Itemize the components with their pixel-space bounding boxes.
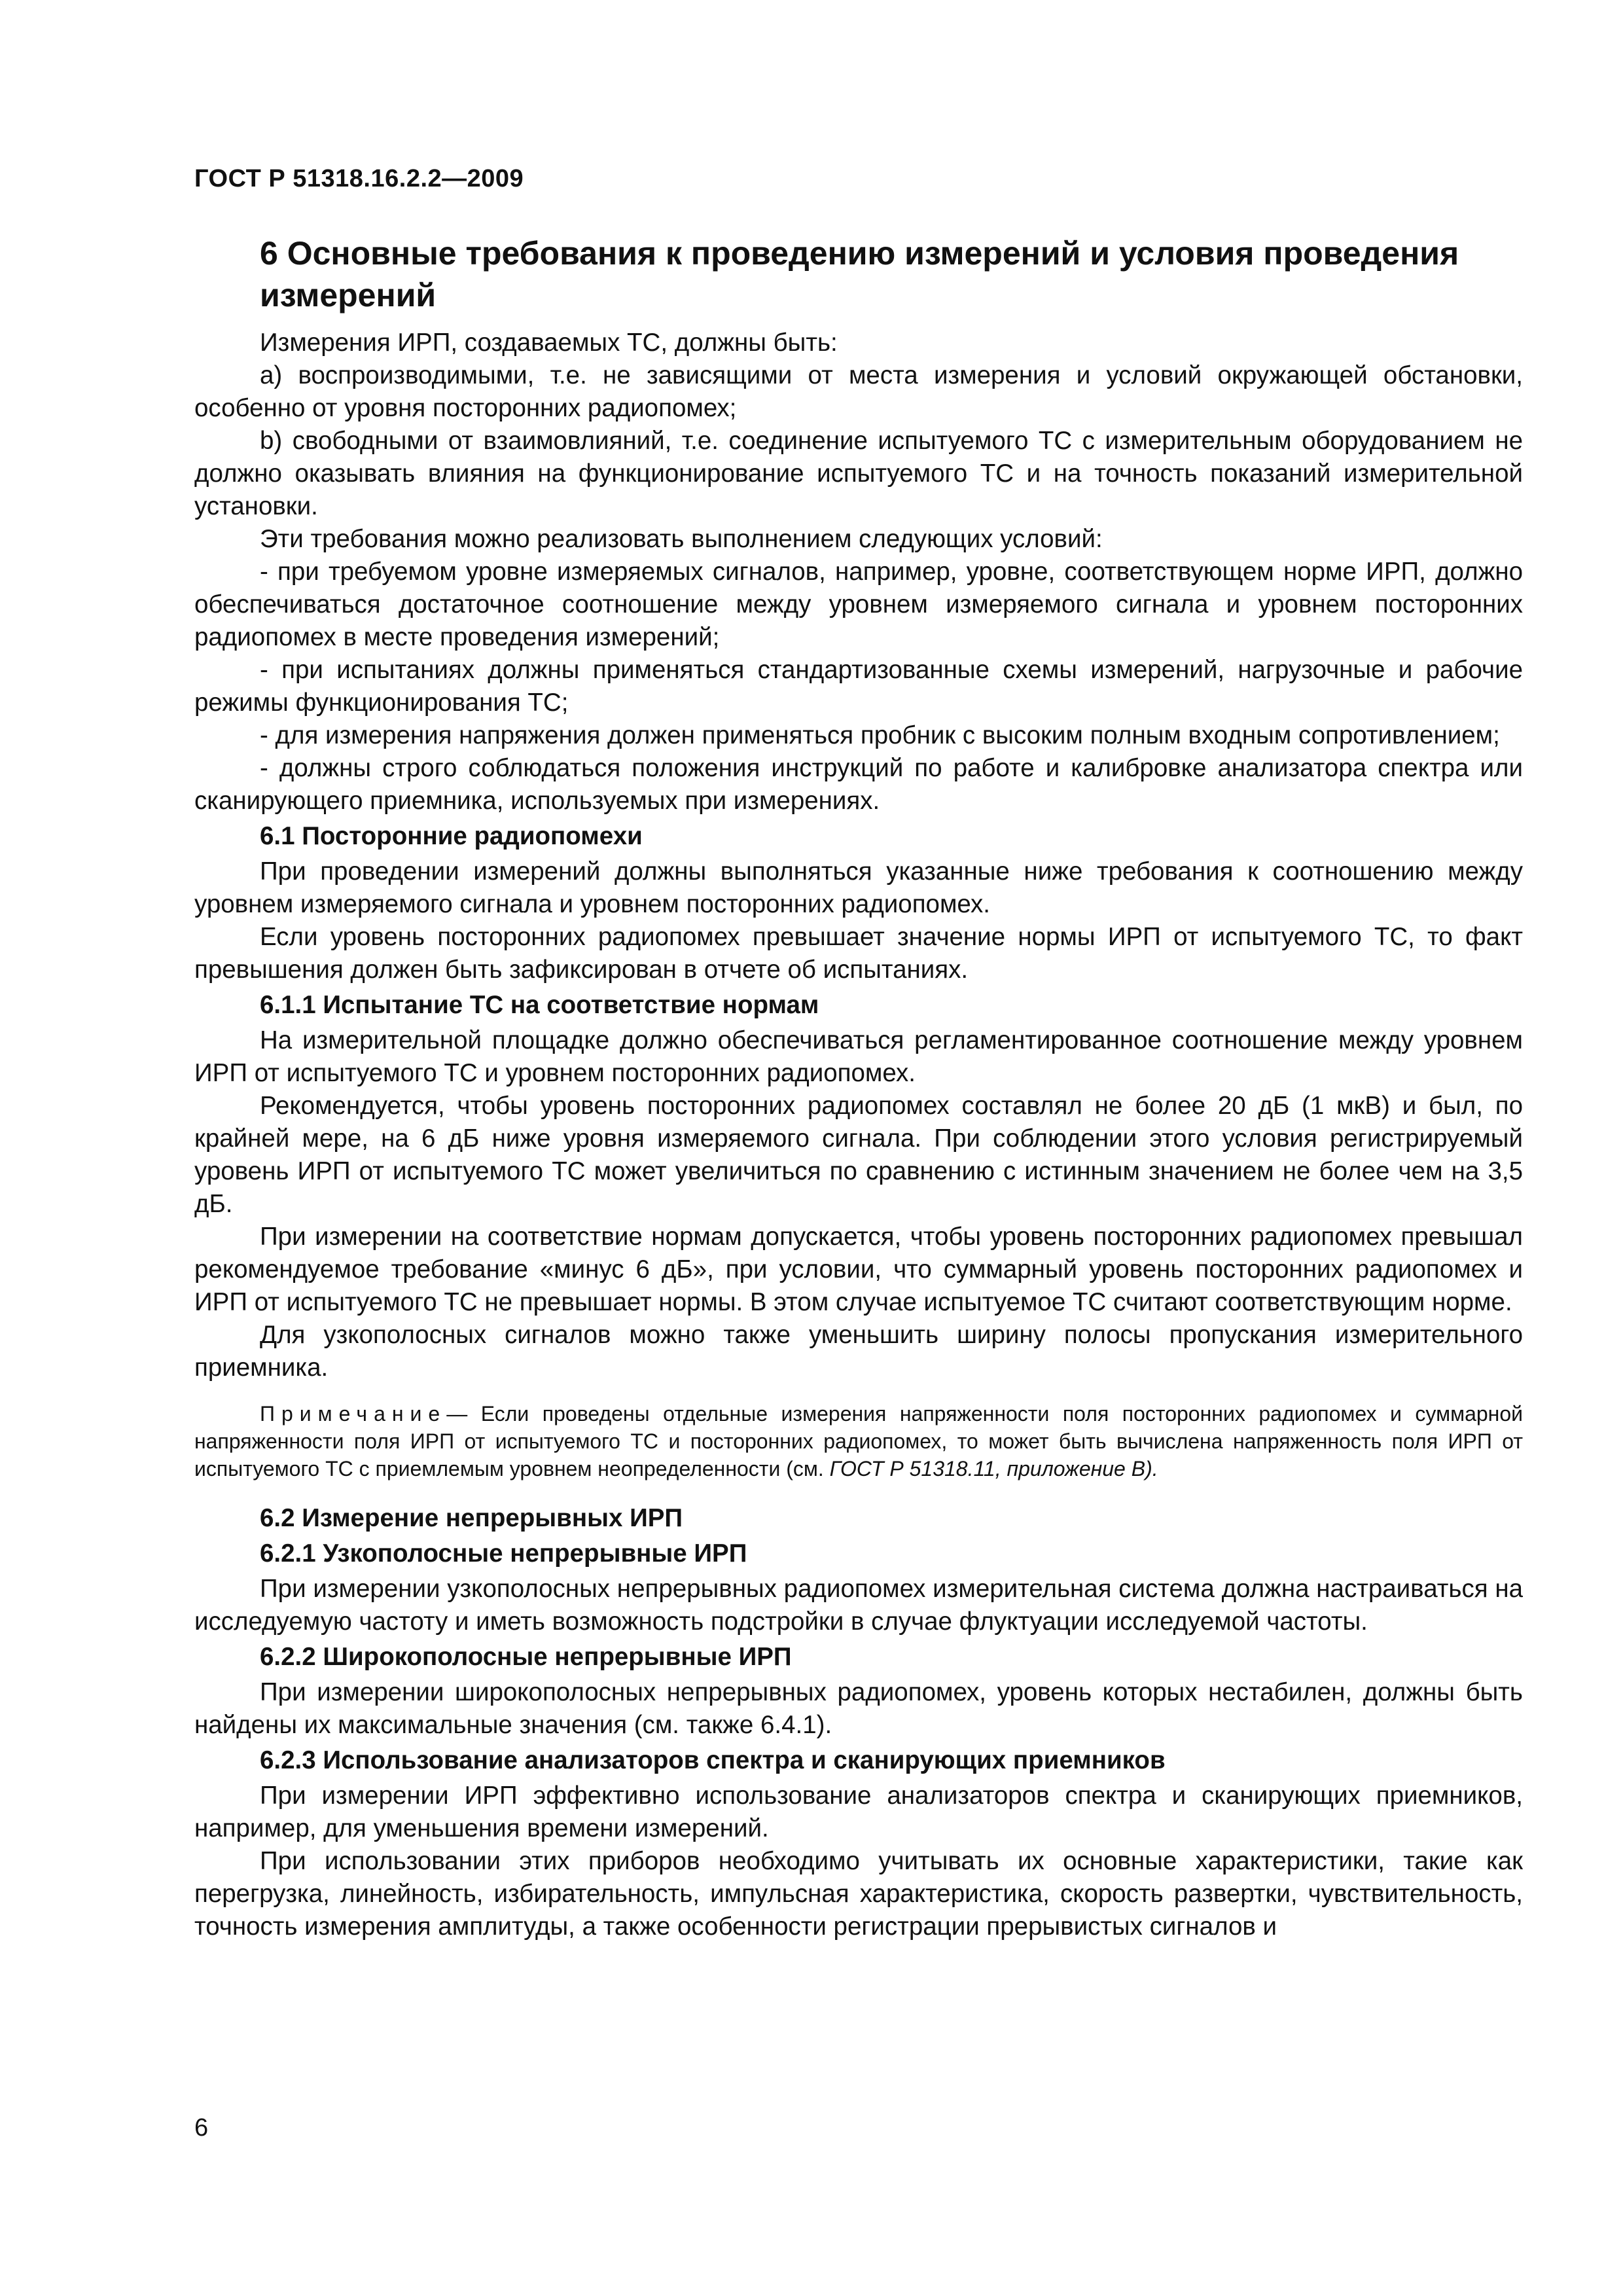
section-6-1-1-title: 6.1.1 Испытание ТС на соответствие нормам [260,991,819,1019]
note-text: — Если проведены отдельные измерения напряженности поля посторонних радиопомех и суммарной напряженности поля ИРП от испытуемого ТС и посторонних радиопомех, то может быть вычислена напряженность поля ИРП от испытуемого ТС с приемлемым уровнем неопределенности (см. [194,1402,1523,1480]
section-6-title: 6 Основные требования к проведению измерений и условия проведения измерений [260,235,1459,314]
list-item: - при требуемом уровне измеряемых сигналов, например, уровне, соответствующем норме ИРП, должно обеспечиваться достаточное соотношение между уровнем измеряемого сигнала и уровнем посторонних радиопомех в месте проведения измерений; [194,558,1523,651]
page-number: 6 [194,2114,209,2142]
paragraph: На измерительной площадке должно обеспечиваться регламентированное соотношение между уровнем ИРП от испытуемого ТС и уровнем посторонних радиопомех. [194,1026,1523,1087]
paragraph: a) воспроизводимыми, т.е. не зависящими от места измерения и условий окружающей обстановки, особенно от уровня посторонних радиопомех; [194,361,1523,422]
paragraph: При проведении измерений должны выполняться указанные ниже требования к соотношению между уровнем измеряемого сигнала и уровнем посторонних радиопомех. [194,857,1523,918]
section-6-2-3-title: 6.2.3 Использование анализаторов спектра и сканирующих приемников [260,1746,1166,1774]
list-item: - для измерения напряжения должен применяться пробник с высоким полным входным сопротивлением; [260,721,1500,749]
paragraph: b) свободными от взаимовлияний, т.е. соединение испытуемого ТС с измерительным оборудованием не должно оказывать влияния на функционирование испытуемого ТС и на точность показаний измерительной установки. [194,427,1523,520]
section-6-2-1-title: 6.2.1 Узкополосные непрерывные ИРП [260,1539,747,1568]
document-code-header: ГОСТ Р 51318.16.2.2—2009 [194,165,524,192]
paragraph: При измерении на соответствие нормам допускается, чтобы уровень посторонних радиопомех превышал рекомендуемое требование «минус 6 дБ», при условии, что суммарный уровень посторонних радиопомех и ИРП от испытуемого ТС не превышает нормы. В этом случае испытуемое ТС считают соответствующим норме. [194,1223,1523,1316]
section-6-2-2-title: 6.2.2 Широкополосные непрерывные ИРП [260,1643,792,1671]
list-item: - при испытаниях должны применяться стандартизованные схемы измерений, нагрузочные и рабочие режимы функционирования ТС; [194,656,1523,717]
paragraph: При измерении ИРП эффективно использование анализаторов спектра и сканирующих приемников, например, для уменьшения времени измерений. [194,1782,1523,1842]
list-item: - должны строго соблюдаться положения инструкций по работе и калибровке анализатора спектра или сканирующего приемника, используемых при измерениях. [194,754,1523,815]
paragraph: Рекомендуется, чтобы уровень посторонних радиопомех составлял не более 20 дБ (1 мкВ) и был, по крайней мере, на 6 дБ ниже уровня измеряемого сигнала. При соблюдении этого условия регистрируемый уровень ИРП от испытуемого ТС может увеличиться по сравнению с истинным значением не более чем на 3,5 дБ. [194,1092,1523,1218]
page-content [194,232,1523,1943]
paragraph: При измерении узкополосных непрерывных радиопомех измерительная система должна настраиваться на исследуемую частоту и иметь возможность подстройки в случае флуктуации исследуемой частоты. [194,1575,1523,1636]
note-label: Примечание [260,1402,447,1426]
paragraph: При измерении широкополосных непрерывных радиопомех, уровень которых нестабилен, должны быть найдены их максимальные значения (см. также 6.4.1). [194,1678,1523,1739]
paragraph: При использовании этих приборов необходимо учитывать их основные характеристики, такие как перегрузка, линейность, избирательность, импульсная характеристика, скорость развертки, чувствительность, точность измерения амплитуды, а также особенности регистрации прерывистых сигналов и [194,1847,1523,1941]
paragraph: Если уровень посторонних радиопомех превышает значение нормы ИРП от испытуемого ТС, то факт превышения должен быть зафиксирован в отчете об испытаниях. [194,923,1523,984]
note [194,1400,1523,1482]
paragraph: Для узкополосных сигналов можно также уменьшить ширину полосы пропускания измерительного приемника. [194,1321,1523,1382]
section-6-1-title: 6.1 Посторонние радиопомехи [260,822,643,850]
section-6-2-title: 6.2 Измерение непрерывных ИРП [260,1504,683,1532]
paragraph: Эти требования можно реализовать выполнением следующих условий: [260,525,1103,553]
note-reference: ГОСТ Р 51318.11, приложение В). [829,1457,1158,1480]
paragraph: Измерения ИРП, создаваемых ТС, должны быть: [260,329,838,357]
